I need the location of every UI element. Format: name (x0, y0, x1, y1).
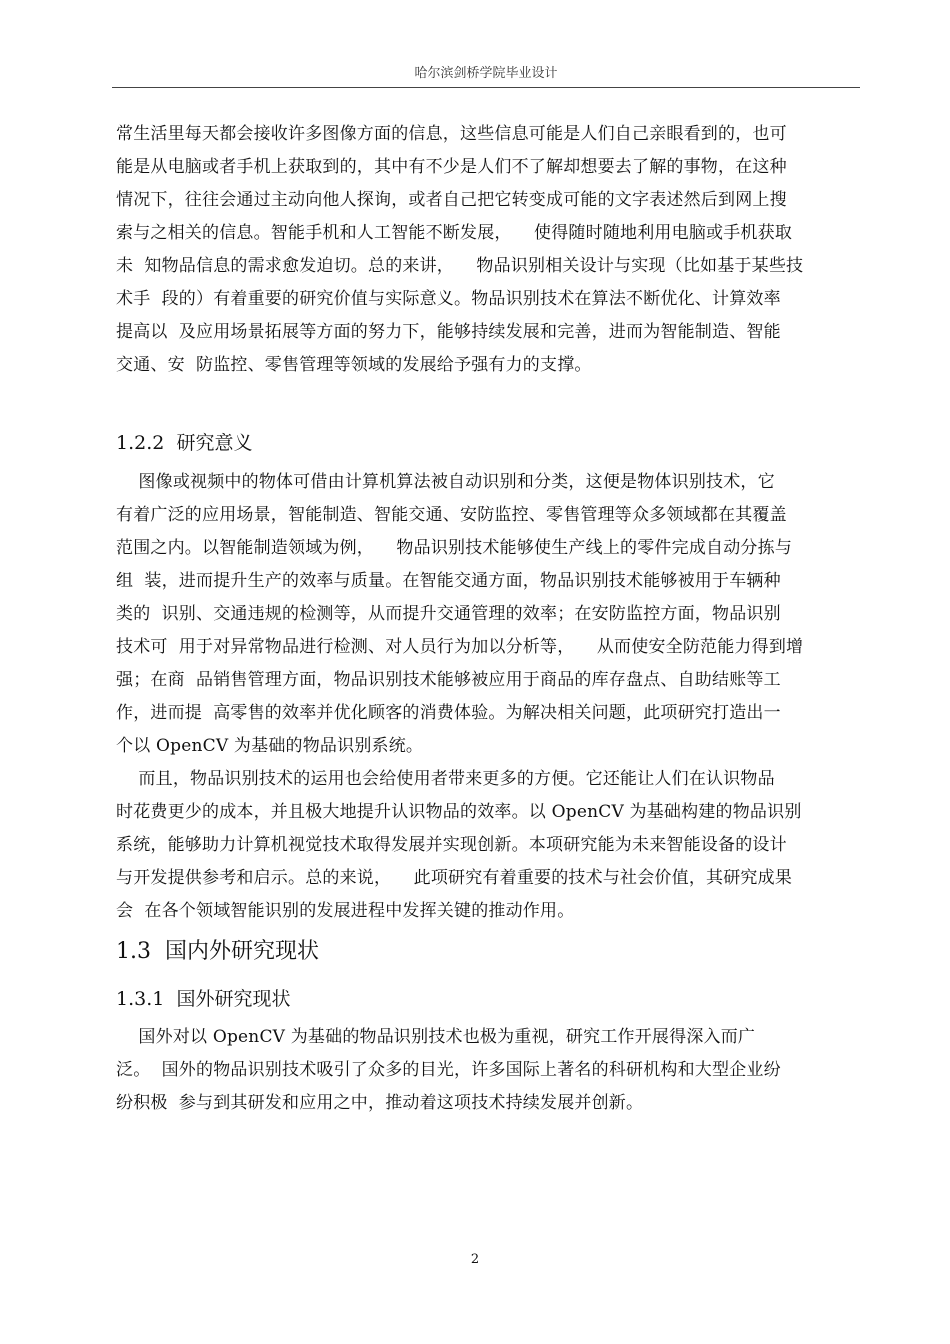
section-number: 1.3 (116, 939, 151, 964)
section-title: 国外研究现状 (176, 988, 291, 1010)
header-rule (112, 87, 860, 88)
section-number: 1.3.1 (116, 988, 165, 1010)
paragraph-line: 而且，物品识别技术的运用也会给使用者带来更多的方便。它还能让人们在认识物品 (116, 769, 775, 789)
paragraph-line: 交通、安 防监控、零售管理等领域的发展给予强有力的支撑。 (116, 355, 592, 375)
paragraph-line: 范围之内。以智能制造领域为例， 物品识别技术能够使生产线上的零件完成自动分拣与 (116, 538, 793, 558)
paragraph-line: 时花费更少的成本，并且极大地提升认识物品的效率。以 OpenCV 为基础构建的物品识别 (116, 802, 802, 822)
paragraph-line: 作，进而提 高零售的效率并优化顾客的消费体验。为解决相关问题，此项研究打造出一 (116, 703, 781, 723)
page-header-title: 哈尔滨剑桥学院毕业设计 (414, 66, 558, 81)
paragraph-line: 国外对以 OpenCV 为基础的物品识别技术也极为重视，研究工作开展得深入而广 (116, 1027, 756, 1047)
paragraph-line: 提高以 及应用场景拓展等方面的努力下，能够持续发展和完善，进而为智能制造、智能 (116, 322, 781, 342)
section-title: 国内外研究现状 (165, 939, 320, 964)
section-heading-1-2-2 (116, 428, 252, 455)
paragraph-line: 纷积极 参与到其研发和应用之中，推动着这项技术持续发展并创新。 (116, 1093, 644, 1113)
paragraph-line: 强；在商 品销售管理方面，物品识别技术能够被应用于商品的库存盘点、自助结账等工 (116, 670, 781, 690)
paragraph-line: 有着广泛的应用场景，智能制造、智能交通、安防监控、零售管理等众多领域都在其覆盖 (116, 505, 787, 525)
page-number: 2 (470, 1252, 480, 1267)
paragraph-line: 能是从电脑或者手机上获取到的，其中有不少是人们不了解却想要去了解的事物，在这种 (116, 157, 787, 177)
section-heading-1-3 (116, 934, 319, 965)
paragraph-line: 与开发提供参考和启示。总的来说， 此项研究有着重要的技术与社会价值，其研究成果 (116, 868, 793, 888)
paragraph-line: 未 知物品信息的需求愈发迫切。总的来讲， 物品识别相关设计与实现（比如基于某些技 (116, 256, 804, 276)
section-number: 1.2.2 (116, 432, 165, 454)
paragraph-line: 索与之相关的信息。智能手机和人工智能不断发展， 使得随时随地利用电脑或手机获取 (116, 223, 793, 243)
paragraph-line: 常生活里每天都会接收许多图像方面的信息，这些信息可能是人们自己亲眼看到的，也可 (116, 124, 787, 144)
paragraph-line: 个以 OpenCV 为基础的物品识别系统。 (116, 736, 424, 756)
section-title: 研究意义 (176, 432, 253, 454)
paragraph-line: 术手 段的）有着重要的研究价值与实际意义。物品识别技术在算法不断优化、计算效率 (116, 289, 781, 309)
paragraph-line: 系统，能够助力计算机视觉技术取得发展并实现创新。本项研究能为未来智能设备的设计 (116, 835, 787, 855)
paragraph-line: 类的 识别、交通违规的检测等，从而提升交通管理的效率；在安防监控方面，物品识别 (116, 604, 781, 624)
paragraph-line: 图像或视频中的物体可借由计算机算法被自动识别和分类，这便是物体识别技术，它 (116, 472, 775, 492)
paragraph-line: 会 在各个领域智能识别的发展进程中发挥关键的推动作用。 (116, 901, 575, 921)
paragraph-line: 泛。 国外的物品识别技术吸引了众多的目光，许多国际上著名的科研机构和大型企业纷 (116, 1060, 781, 1080)
paragraph-line: 技术可 用于对异常物品进行检测、对人员行为加以分析等， 从而使安全防范能力得到增 (116, 637, 804, 657)
paragraph-line: 情况下，往往会通过主动向他人探询，或者自己把它转变成可能的文字表述然后到网上搜 (116, 190, 787, 210)
paragraph-line: 组 装，进而提升生产的效率与质量。在智能交通方面，物品识别技术能够被用于车辆种 (116, 571, 781, 591)
section-heading-1-3-1 (116, 984, 290, 1011)
